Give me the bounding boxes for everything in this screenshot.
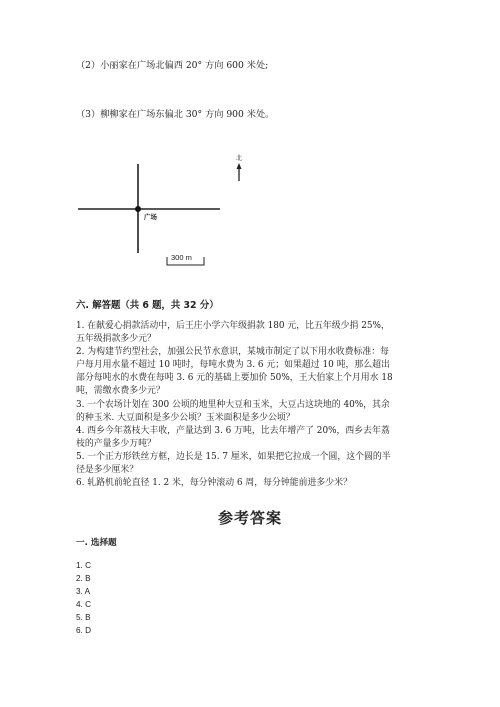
plaza-label: 广场 — [144, 213, 157, 221]
problem-line: 户每月用水量不超过 10 吨时，每吨水费为 3. 6 元；如果超过 10 吨，那么超出 — [76, 360, 390, 371]
problem-line: 3. 一个农场计划在 300 公顷的地里种大豆和玉米，大豆占这块地的 40%，其余 — [76, 399, 390, 410]
problem-line: 6. 轧路机前轮直径 1. 2 米，每分钟滚动 6 周，每分钟能前进多少米？ — [76, 478, 352, 489]
question-2: （2）小丽家在广场北偏西 20° 方向 600 米处; — [76, 60, 269, 71]
problem-line: 径是多少厘米？ — [76, 465, 139, 476]
problem-line: 4. 西乡今年荔枝大丰收，产量达到 3. 6 万吨，比去年增产了 20%，西乡去年荔 — [76, 425, 390, 436]
problem-line: 枝的产量多少万吨？ — [76, 438, 156, 449]
plaza-point — [135, 206, 141, 212]
answer-item: 4. C — [76, 600, 92, 610]
problem-line: 部分每吨水的水费在每吨 3. 6 元的基础上要加价 50%，王大伯家上个月用水 18 — [76, 373, 393, 384]
problem-line: 五年级捐款多少元？ — [76, 334, 156, 345]
problem-line: 2. 为构建节约型社会，加强公民节水意识，某城市制定了以下用水收费标准：每 — [76, 347, 390, 358]
answer-title: 参考答案 — [217, 509, 282, 527]
answer-item: 3. A — [76, 587, 91, 597]
section-title: 六. 解答题（共 6 题，共 32 分） — [76, 300, 219, 311]
answer-list — [76, 559, 91, 638]
answer-section-title: 一. 选择题 — [76, 538, 117, 548]
problem-line: 5. 一个正方形铁丝方框，边长是 15. 7 厘米，如果把它拉成一个圆，这个圆的半 — [76, 451, 391, 462]
north-label: 北 — [236, 155, 243, 162]
question-3: （3）柳柳家在广场东偏北 30° 方向 900 米处。 — [76, 109, 275, 120]
scale-label: 300 m — [171, 253, 192, 262]
answer-item: 2. B — [76, 574, 91, 584]
map-diagram — [70, 150, 270, 275]
problem-line: 的种玉米. 大豆面积是多少公顷？玉米面积是多少公顷？ — [76, 412, 295, 423]
answer-item: 6. D — [76, 626, 92, 636]
problem-line: 1. 在献爱心捐款活动中，后王庄小学六年级捐款 180 元，比五年级少捐 25%， — [76, 321, 390, 331]
answer-item: 1. C — [76, 561, 92, 570]
answer-item: 5. B — [76, 613, 91, 623]
problem-list — [76, 320, 393, 490]
problem-line: 吨，需缴水费多少元？ — [76, 386, 165, 397]
